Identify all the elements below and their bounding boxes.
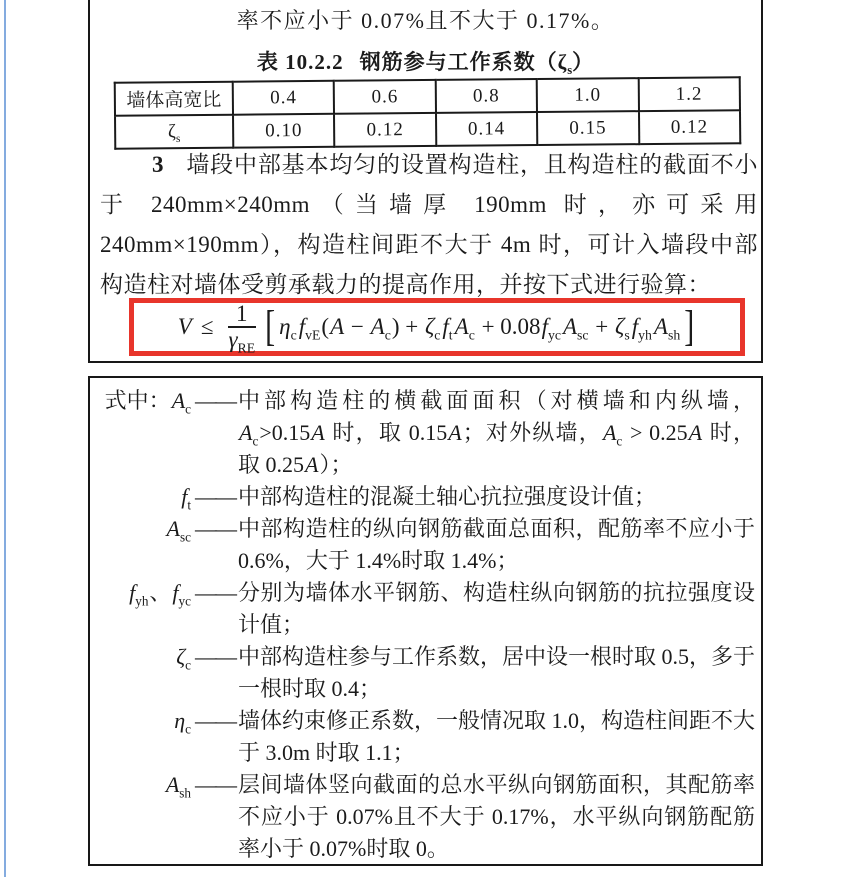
upper-page-region bbox=[88, 0, 763, 363]
math-variable: $A_{sh}$ bbox=[165, 772, 191, 801]
table-title-text: 钢筋参与工作系数（ bbox=[359, 50, 558, 74]
table-cell: 1.0 bbox=[537, 78, 639, 112]
math-variable: $f_{vE}$ bbox=[298, 314, 321, 343]
table-title-symbol: ζ bbox=[557, 50, 568, 74]
definition-description: 中部构造柱的纵向钢筋截面总面积，配筋率不应小于 0.6%，大于 1.4%时取 1.4%； bbox=[238, 516, 755, 573]
fraction-numerator: 1 bbox=[228, 302, 256, 328]
definition-description: 分别为墙体水平钢筋、构造柱纵向钢筋的抗拉强度设计值； bbox=[238, 580, 755, 637]
table-header-label: 墙体高宽比 bbox=[115, 82, 233, 116]
math-variable: $f_{yh}$ bbox=[631, 314, 652, 343]
table-cell: 0.4 bbox=[233, 81, 335, 115]
definition-description: 墙体约束修正系数，一般情况取 1.0，构造柱间距不大于 3.0m 时取 1.1； bbox=[238, 708, 756, 765]
clause-number: 3 bbox=[152, 152, 164, 177]
definition-description: 中部构造柱参与工作系数，居中设一根时取 0.5，多于一根时取 0.4； bbox=[238, 644, 756, 701]
definition-dash: —— bbox=[195, 708, 235, 733]
definition-dash: —— bbox=[195, 388, 235, 413]
definition-term: $f_{yh}$、$f_{yc}$ bbox=[129, 580, 191, 609]
bracket-close: ] bbox=[684, 302, 695, 351]
definition-description: 中部构造柱的混凝土轴心抗拉强度设计值； bbox=[238, 484, 657, 509]
math-variable: $A_{sh}$ bbox=[653, 314, 681, 343]
definition-term bbox=[98, 769, 192, 865]
definition-row bbox=[98, 769, 755, 865]
math-variable: $\zeta_s$ bbox=[615, 314, 630, 343]
definition-term bbox=[98, 513, 192, 577]
definition-term bbox=[98, 641, 192, 705]
math-variable: $A_c$ bbox=[454, 314, 475, 343]
less-equal-sign: ≤ bbox=[200, 314, 214, 339]
math-variable: $A_c$ bbox=[602, 420, 623, 449]
definition-dash: —— bbox=[195, 580, 235, 605]
table-number: 表 10.2.2 bbox=[256, 50, 344, 74]
definition-row bbox=[98, 641, 755, 705]
table-cell: 0.8 bbox=[435, 79, 537, 113]
math-variable: $A_{sc}$ bbox=[562, 314, 589, 343]
math-variable: $\eta_c$ bbox=[174, 708, 191, 737]
clause-paragraph bbox=[100, 145, 758, 305]
bracket-open: [ bbox=[265, 302, 276, 351]
table-cell: 1.2 bbox=[638, 77, 740, 111]
table-cell: 0.12 bbox=[334, 113, 436, 147]
definition-dash: —— bbox=[195, 484, 235, 509]
math-variable: A bbox=[688, 420, 703, 445]
math-variable: $A_c$ bbox=[370, 314, 391, 343]
definition-row bbox=[98, 513, 755, 577]
definition-row bbox=[98, 705, 755, 769]
formula-terms: $\eta_cf_{vE}(A - A_c) + \zeta_cf_tA_c + 0.08f_{yc}A_{sc} + \zeta_sf_{yh}A_{sh}$ bbox=[279, 314, 681, 343]
table-header-row bbox=[115, 77, 740, 115]
math-variable: $A_c$ bbox=[171, 388, 191, 417]
table-row-label bbox=[115, 115, 233, 149]
math-variable: A bbox=[448, 420, 462, 445]
table-cell: 0.10 bbox=[233, 114, 335, 148]
definitions-list bbox=[98, 385, 755, 865]
formula-lhs: V bbox=[177, 314, 192, 339]
definition-description: 中部构造柱的横截面面积（对横墙和内纵墙，$A_c>0.15A$ 时，取 0.15A；对外纵墙，$A_c > 0.25A$ 时，取 0.25A）； bbox=[238, 388, 755, 477]
clause-text: 墙段中部基本均匀的设置构造柱，且构造柱的截面不小于 240mm×240mm（当墙厚 190mm 时，亦可采用 240mm×190mm），构造柱间距不大于 4m 时，可计入墙段中部构造柱对墙体受剪承载力的提高作用，并按下式进行验算： bbox=[100, 152, 758, 297]
math-variable: $\gamma_{RE}$ bbox=[228, 327, 256, 356]
math-variable: $A_{sc}$ bbox=[166, 516, 191, 545]
zeta-symbol-sub: s bbox=[175, 132, 181, 145]
definition-term bbox=[98, 385, 192, 481]
math-variable: $\zeta_c$ bbox=[176, 644, 191, 673]
math-variable: $f_{yc}$ bbox=[541, 314, 561, 343]
definition-dash: —— bbox=[195, 644, 235, 669]
table-cell: 0.14 bbox=[436, 112, 538, 146]
table-cell: 0.15 bbox=[537, 111, 639, 145]
table-value-row bbox=[115, 110, 740, 148]
table-title-symbol-sub: s bbox=[567, 63, 573, 78]
definition-dash: —— bbox=[195, 772, 235, 797]
table-cell: 0.6 bbox=[334, 80, 436, 114]
table-title-close: ） bbox=[572, 50, 595, 74]
math-variable: A bbox=[311, 420, 325, 445]
math-variable: $f_{yh}$ bbox=[129, 580, 149, 609]
fraction bbox=[225, 300, 258, 356]
coefficient-table bbox=[114, 76, 742, 149]
definition-term bbox=[98, 705, 192, 769]
math-variable: $f_t$ bbox=[181, 484, 191, 513]
definition-description: 层间墙体竖向截面的总水平纵向钢筋面积，其配筋率不应小于 0.07%且不大于 0.17%，水平纵向钢筋配筋率小于 0.07%时取 0。 bbox=[238, 772, 755, 861]
carryover-sentence: 率不应小于 0.07%且不大于 0.17%。 bbox=[236, 8, 615, 33]
math-variable: $f_{yc}$ bbox=[172, 580, 191, 609]
viewer-edge-line bbox=[4, 0, 6, 877]
fraction-denominator bbox=[225, 327, 258, 356]
definition-row bbox=[98, 385, 755, 481]
math-variable: A bbox=[330, 314, 345, 339]
math-variable: A bbox=[305, 452, 319, 477]
zeta-symbol: ζ bbox=[167, 120, 176, 142]
definition-row bbox=[98, 481, 755, 513]
highlighted-formula bbox=[129, 298, 745, 356]
table-cell: 0.12 bbox=[639, 110, 741, 144]
math-variable: $\zeta_c$ bbox=[424, 314, 441, 343]
definition-term bbox=[98, 481, 192, 513]
definition-dash: —— bbox=[195, 516, 235, 541]
table-title bbox=[90, 46, 761, 76]
math-variable: $\eta_c$ bbox=[279, 314, 297, 343]
math-variable: $f_t$ bbox=[442, 314, 453, 343]
definitions-box bbox=[88, 376, 763, 866]
definition-row bbox=[98, 577, 755, 641]
math-variable: $A_c$ bbox=[239, 420, 259, 449]
definitions-prefix: 式中： bbox=[104, 388, 171, 413]
